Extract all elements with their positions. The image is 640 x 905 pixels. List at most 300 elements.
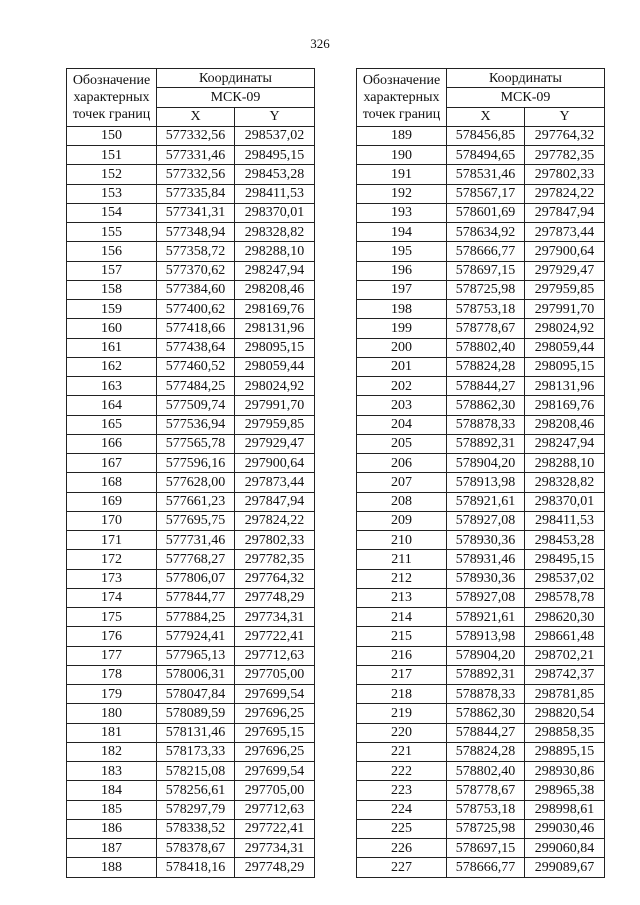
x-column-header: X (447, 107, 525, 126)
point-number-cell: 187 (67, 839, 157, 858)
coords-system-header: МСК-09 (447, 88, 605, 107)
y-coordinate-cell: 297847,94 (525, 203, 605, 222)
x-coordinate-cell: 578256,61 (157, 781, 235, 800)
table-row (357, 280, 605, 299)
point-number-cell: 226 (357, 839, 447, 858)
header-label-line: точек границ (362, 106, 441, 122)
table-row (67, 184, 315, 203)
table-row (357, 338, 605, 357)
table-row (357, 377, 605, 396)
x-coordinate-cell: 577806,07 (157, 569, 235, 588)
y-coordinate-cell: 298024,92 (525, 319, 605, 338)
table-row (357, 434, 605, 453)
point-number-cell: 196 (357, 261, 447, 280)
y-coordinate-cell: 298930,86 (525, 762, 605, 781)
point-number-cell: 174 (67, 588, 157, 607)
table-row (357, 646, 605, 665)
table-row (357, 569, 605, 588)
point-number-cell: 193 (357, 203, 447, 222)
point-number-cell: 209 (357, 511, 447, 530)
table-row (67, 473, 315, 492)
x-coordinate-cell: 577509,74 (157, 396, 235, 415)
x-coordinate-cell: 578725,98 (447, 280, 525, 299)
y-coordinate-cell: 297764,32 (525, 126, 605, 145)
table-row (67, 608, 315, 627)
point-number-cell: 205 (357, 434, 447, 453)
point-number-cell: 215 (357, 627, 447, 646)
table-row (67, 588, 315, 607)
table-row (357, 627, 605, 646)
y-coordinate-cell: 298328,82 (235, 223, 315, 242)
x-coordinate-cell: 578601,69 (447, 203, 525, 222)
y-coordinate-cell: 297734,31 (235, 839, 315, 858)
y-coordinate-cell: 298998,61 (525, 800, 605, 819)
table-row (357, 665, 605, 684)
point-number-cell: 216 (357, 646, 447, 665)
x-coordinate-cell: 578930,36 (447, 531, 525, 550)
point-number-cell: 201 (357, 357, 447, 376)
table-row (357, 261, 605, 280)
table-row (67, 223, 315, 242)
y-coordinate-cell: 298288,10 (525, 454, 605, 473)
y-coordinate-cell: 297712,63 (235, 800, 315, 819)
x-coordinate-cell: 577768,27 (157, 550, 235, 569)
x-coordinate-cell: 578634,92 (447, 223, 525, 242)
point-number-cell: 153 (67, 184, 157, 203)
point-number-cell: 165 (67, 415, 157, 434)
point-number-cell: 220 (357, 723, 447, 742)
point-number-cell: 171 (67, 531, 157, 550)
y-coordinate-cell: 298370,01 (235, 203, 315, 222)
point-number-cell: 198 (357, 300, 447, 319)
point-number-cell: 213 (357, 588, 447, 607)
table-row (67, 819, 315, 838)
y-coordinate-cell: 298208,46 (525, 415, 605, 434)
table-row (357, 473, 605, 492)
table-row (357, 781, 605, 800)
table-row (67, 569, 315, 588)
x-coordinate-cell: 578824,28 (447, 357, 525, 376)
y-coordinate-cell: 297699,54 (235, 762, 315, 781)
x-coordinate-cell: 577884,25 (157, 608, 235, 627)
y-coordinate-cell: 298370,01 (525, 492, 605, 511)
table-row (357, 723, 605, 742)
point-number-cell: 204 (357, 415, 447, 434)
x-coordinate-cell: 577536,94 (157, 415, 235, 434)
point-number-cell: 163 (67, 377, 157, 396)
y-coordinate-cell: 298247,94 (525, 434, 605, 453)
table-row (357, 454, 605, 473)
x-coordinate-cell: 578930,36 (447, 569, 525, 588)
table-row (357, 550, 605, 569)
y-coordinate-cell: 297696,25 (235, 704, 315, 723)
table-row (357, 608, 605, 627)
x-coordinate-cell: 578878,33 (447, 685, 525, 704)
table-row (357, 146, 605, 165)
y-coordinate-cell: 298620,30 (525, 608, 605, 627)
table-row (67, 261, 315, 280)
x-coordinate-cell: 578927,08 (447, 588, 525, 607)
table-row (67, 531, 315, 550)
y-coordinate-cell: 298095,15 (235, 338, 315, 357)
x-coordinate-cell: 578338,52 (157, 819, 235, 838)
point-number-cell: 202 (357, 377, 447, 396)
point-label-header (357, 69, 447, 127)
point-number-cell: 194 (357, 223, 447, 242)
x-coordinate-cell: 578131,46 (157, 723, 235, 742)
x-coordinate-cell: 578904,20 (447, 454, 525, 473)
y-coordinate-cell: 298965,38 (525, 781, 605, 800)
y-coordinate-cell: 298169,76 (525, 396, 605, 415)
y-coordinate-cell: 297802,33 (235, 531, 315, 550)
x-coordinate-cell: 578844,27 (447, 377, 525, 396)
y-column-header: Y (235, 107, 315, 126)
y-coordinate-cell: 297782,35 (235, 550, 315, 569)
y-coordinate-cell: 298820,54 (525, 704, 605, 723)
table-row (67, 396, 315, 415)
point-number-cell: 225 (357, 819, 447, 838)
y-coordinate-cell: 298095,15 (525, 357, 605, 376)
table-row (357, 223, 605, 242)
x-coordinate-cell: 578666,77 (447, 858, 525, 877)
x-coordinate-cell: 577438,64 (157, 338, 235, 357)
y-coordinate-cell: 298453,28 (235, 165, 315, 184)
x-coordinate-cell: 578567,17 (447, 184, 525, 203)
x-coordinate-cell: 577384,60 (157, 280, 235, 299)
x-coordinate-cell: 578862,30 (447, 704, 525, 723)
coordinates-table-left (66, 68, 315, 878)
y-coordinate-cell: 297748,29 (235, 588, 315, 607)
point-number-cell: 221 (357, 742, 447, 761)
point-number-cell: 192 (357, 184, 447, 203)
x-coordinate-cell: 577596,16 (157, 454, 235, 473)
x-coordinate-cell: 578927,08 (447, 511, 525, 530)
x-coordinate-cell: 578913,98 (447, 627, 525, 646)
y-coordinate-cell: 297959,85 (525, 280, 605, 299)
y-coordinate-cell: 297873,44 (235, 473, 315, 492)
y-coordinate-cell: 299089,67 (525, 858, 605, 877)
y-coordinate-cell: 299060,84 (525, 839, 605, 858)
y-coordinate-cell: 298208,46 (235, 280, 315, 299)
x-coordinate-cell: 578862,30 (447, 396, 525, 415)
x-coordinate-cell: 578921,61 (447, 608, 525, 627)
coords-header-title: Координаты (447, 69, 605, 88)
point-number-cell: 176 (67, 627, 157, 646)
table-row (67, 550, 315, 569)
table-row (357, 762, 605, 781)
x-coordinate-cell: 577358,72 (157, 242, 235, 261)
x-coordinate-cell: 578089,59 (157, 704, 235, 723)
x-coordinate-cell: 577332,56 (157, 165, 235, 184)
x-coordinate-cell: 578892,31 (447, 665, 525, 684)
point-number-cell: 167 (67, 454, 157, 473)
x-coordinate-cell: 578892,31 (447, 434, 525, 453)
table-row (357, 800, 605, 819)
x-coordinate-cell: 578531,46 (447, 165, 525, 184)
point-number-cell: 200 (357, 338, 447, 357)
y-coordinate-cell: 298495,15 (525, 550, 605, 569)
point-number-cell: 161 (67, 338, 157, 357)
y-coordinate-cell: 298247,94 (235, 261, 315, 280)
table-body-right (357, 126, 605, 877)
table-row (67, 126, 315, 145)
point-number-cell: 210 (357, 531, 447, 550)
x-coordinate-cell: 578697,15 (447, 839, 525, 858)
table-row (357, 742, 605, 761)
point-number-cell: 182 (67, 742, 157, 761)
point-number-cell: 189 (357, 126, 447, 145)
table-row (67, 454, 315, 473)
y-coordinate-cell: 297991,70 (525, 300, 605, 319)
y-coordinate-cell: 297824,22 (235, 511, 315, 530)
y-column-header: Y (525, 107, 605, 126)
table-row (67, 839, 315, 858)
y-coordinate-cell: 298059,44 (525, 338, 605, 357)
x-coordinate-cell: 577341,31 (157, 203, 235, 222)
x-coordinate-cell: 577331,46 (157, 146, 235, 165)
point-number-cell: 222 (357, 762, 447, 781)
point-number-cell: 178 (67, 665, 157, 684)
y-coordinate-cell: 298131,96 (525, 377, 605, 396)
x-coordinate-cell: 578778,67 (447, 781, 525, 800)
y-coordinate-cell: 298702,21 (525, 646, 605, 665)
x-coordinate-cell: 578931,46 (447, 550, 525, 569)
y-coordinate-cell: 298578,78 (525, 588, 605, 607)
table-row (67, 338, 315, 357)
x-coordinate-cell: 577565,78 (157, 434, 235, 453)
table-row (357, 415, 605, 434)
table-body-left (67, 126, 315, 877)
y-coordinate-cell: 298288,10 (235, 242, 315, 261)
y-coordinate-cell: 297929,47 (235, 434, 315, 453)
table-row (67, 146, 315, 165)
y-coordinate-cell: 297802,33 (525, 165, 605, 184)
y-coordinate-cell: 297929,47 (525, 261, 605, 280)
point-number-cell: 183 (67, 762, 157, 781)
table-row (67, 627, 315, 646)
point-number-cell: 219 (357, 704, 447, 723)
y-coordinate-cell: 297900,64 (525, 242, 605, 261)
point-number-cell: 195 (357, 242, 447, 261)
point-number-cell: 151 (67, 146, 157, 165)
point-number-cell: 207 (357, 473, 447, 492)
table-row (67, 723, 315, 742)
point-number-cell: 170 (67, 511, 157, 530)
x-coordinate-cell: 577370,62 (157, 261, 235, 280)
table-row (357, 396, 605, 415)
table-row (67, 377, 315, 396)
point-number-cell: 177 (67, 646, 157, 665)
y-coordinate-cell: 298781,85 (525, 685, 605, 704)
x-coordinate-cell: 578778,67 (447, 319, 525, 338)
y-coordinate-cell: 297705,00 (235, 781, 315, 800)
point-number-cell: 164 (67, 396, 157, 415)
y-coordinate-cell: 297705,00 (235, 665, 315, 684)
y-coordinate-cell: 298537,02 (235, 126, 315, 145)
table-row (357, 357, 605, 376)
point-number-cell: 166 (67, 434, 157, 453)
point-number-cell: 158 (67, 280, 157, 299)
point-number-cell: 206 (357, 454, 447, 473)
x-coordinate-cell: 577844,77 (157, 588, 235, 607)
table-row (357, 203, 605, 222)
point-number-cell: 199 (357, 319, 447, 338)
y-coordinate-cell: 298328,82 (525, 473, 605, 492)
x-coordinate-cell: 577924,41 (157, 627, 235, 646)
table-row (357, 492, 605, 511)
x-coordinate-cell: 578456,85 (447, 126, 525, 145)
table-row (67, 781, 315, 800)
x-coordinate-cell: 577731,46 (157, 531, 235, 550)
header-label-line: характерных (363, 89, 440, 105)
y-coordinate-cell: 297699,54 (235, 685, 315, 704)
table-row (357, 126, 605, 145)
point-number-cell: 169 (67, 492, 157, 511)
header-label-line: характерных (73, 89, 150, 105)
point-number-cell: 227 (357, 858, 447, 877)
y-coordinate-cell: 298495,15 (235, 146, 315, 165)
table-row (357, 242, 605, 261)
x-coordinate-cell: 577695,75 (157, 511, 235, 530)
y-coordinate-cell: 298453,28 (525, 531, 605, 550)
x-coordinate-cell: 578697,15 (447, 261, 525, 280)
point-number-cell: 155 (67, 223, 157, 242)
y-coordinate-cell: 297722,41 (235, 627, 315, 646)
x-coordinate-cell: 578753,18 (447, 300, 525, 319)
table-row (357, 704, 605, 723)
table-row (67, 492, 315, 511)
y-coordinate-cell: 298169,76 (235, 300, 315, 319)
coordinates-table-right (356, 68, 605, 878)
x-coordinate-cell: 578913,98 (447, 473, 525, 492)
point-number-cell: 180 (67, 704, 157, 723)
header-label-line: Обозначение (362, 72, 441, 88)
table-row (357, 819, 605, 838)
table-row (357, 319, 605, 338)
table-row (67, 665, 315, 684)
x-coordinate-cell: 578725,98 (447, 819, 525, 838)
y-coordinate-cell: 297900,64 (235, 454, 315, 473)
point-number-cell: 159 (67, 300, 157, 319)
table-row (357, 165, 605, 184)
point-number-cell: 208 (357, 492, 447, 511)
point-number-cell: 175 (67, 608, 157, 627)
x-coordinate-cell: 578494,65 (447, 146, 525, 165)
table-row (357, 588, 605, 607)
x-coordinate-cell: 578297,79 (157, 800, 235, 819)
point-number-cell: 157 (67, 261, 157, 280)
y-coordinate-cell: 297764,32 (235, 569, 315, 588)
table-row (67, 319, 315, 338)
x-coordinate-cell: 578844,27 (447, 723, 525, 742)
point-number-cell: 203 (357, 396, 447, 415)
table-row (67, 415, 315, 434)
y-coordinate-cell: 298024,92 (235, 377, 315, 396)
y-coordinate-cell: 298537,02 (525, 569, 605, 588)
y-coordinate-cell: 298059,44 (235, 357, 315, 376)
point-number-cell: 160 (67, 319, 157, 338)
table-row (67, 203, 315, 222)
x-coordinate-cell: 578904,20 (447, 646, 525, 665)
x-coordinate-cell: 577484,25 (157, 377, 235, 396)
x-coordinate-cell: 577332,56 (157, 126, 235, 145)
point-number-cell: 190 (357, 146, 447, 165)
point-number-cell: 156 (67, 242, 157, 261)
y-coordinate-cell: 297722,41 (235, 819, 315, 838)
y-coordinate-cell: 297748,29 (235, 858, 315, 877)
point-number-cell: 224 (357, 800, 447, 819)
y-coordinate-cell: 298742,37 (525, 665, 605, 684)
table-row (67, 434, 315, 453)
y-coordinate-cell: 297734,31 (235, 608, 315, 627)
y-coordinate-cell: 297782,35 (525, 146, 605, 165)
y-coordinate-cell: 298895,15 (525, 742, 605, 761)
point-number-cell: 212 (357, 569, 447, 588)
point-number-cell: 179 (67, 685, 157, 704)
point-number-cell: 186 (67, 819, 157, 838)
x-coordinate-cell: 577335,84 (157, 184, 235, 203)
table-row (357, 184, 605, 203)
x-coordinate-cell: 578802,40 (447, 338, 525, 357)
table-row (357, 300, 605, 319)
table-row (67, 357, 315, 376)
table-row (357, 685, 605, 704)
y-coordinate-cell: 297847,94 (235, 492, 315, 511)
x-coordinate-cell: 577400,62 (157, 300, 235, 319)
x-coordinate-cell: 577661,23 (157, 492, 235, 511)
table-row (67, 858, 315, 877)
x-coordinate-cell: 578378,67 (157, 839, 235, 858)
x-coordinate-cell: 578802,40 (447, 762, 525, 781)
x-coordinate-cell: 578824,28 (447, 742, 525, 761)
y-coordinate-cell: 298131,96 (235, 319, 315, 338)
x-coordinate-cell: 578215,08 (157, 762, 235, 781)
header-label-line: Обозначение (72, 72, 151, 88)
table-row (67, 511, 315, 530)
point-number-cell: 181 (67, 723, 157, 742)
point-number-cell: 211 (357, 550, 447, 569)
point-number-cell: 150 (67, 126, 157, 145)
point-number-cell: 217 (357, 665, 447, 684)
point-number-cell: 197 (357, 280, 447, 299)
table-row (67, 165, 315, 184)
y-coordinate-cell: 297696,25 (235, 742, 315, 761)
point-number-cell: 218 (357, 685, 447, 704)
x-coordinate-cell: 578921,61 (447, 492, 525, 511)
x-coordinate-cell: 578173,33 (157, 742, 235, 761)
x-coordinate-cell: 577348,94 (157, 223, 235, 242)
x-coordinate-cell: 577418,66 (157, 319, 235, 338)
table-row (67, 762, 315, 781)
table-row (67, 704, 315, 723)
x-column-header: X (157, 107, 235, 126)
y-coordinate-cell: 297959,85 (235, 415, 315, 434)
x-coordinate-cell: 577460,52 (157, 357, 235, 376)
page-number: 326 (310, 36, 330, 51)
table-row (357, 531, 605, 550)
table-row (67, 800, 315, 819)
point-number-cell: 191 (357, 165, 447, 184)
y-coordinate-cell: 298858,35 (525, 723, 605, 742)
y-coordinate-cell: 297991,70 (235, 396, 315, 415)
point-number-cell: 214 (357, 608, 447, 627)
y-coordinate-cell: 297712,63 (235, 646, 315, 665)
x-coordinate-cell: 578666,77 (447, 242, 525, 261)
table-row (67, 685, 315, 704)
point-number-cell: 162 (67, 357, 157, 376)
table-row (357, 839, 605, 858)
table-row (357, 858, 605, 877)
